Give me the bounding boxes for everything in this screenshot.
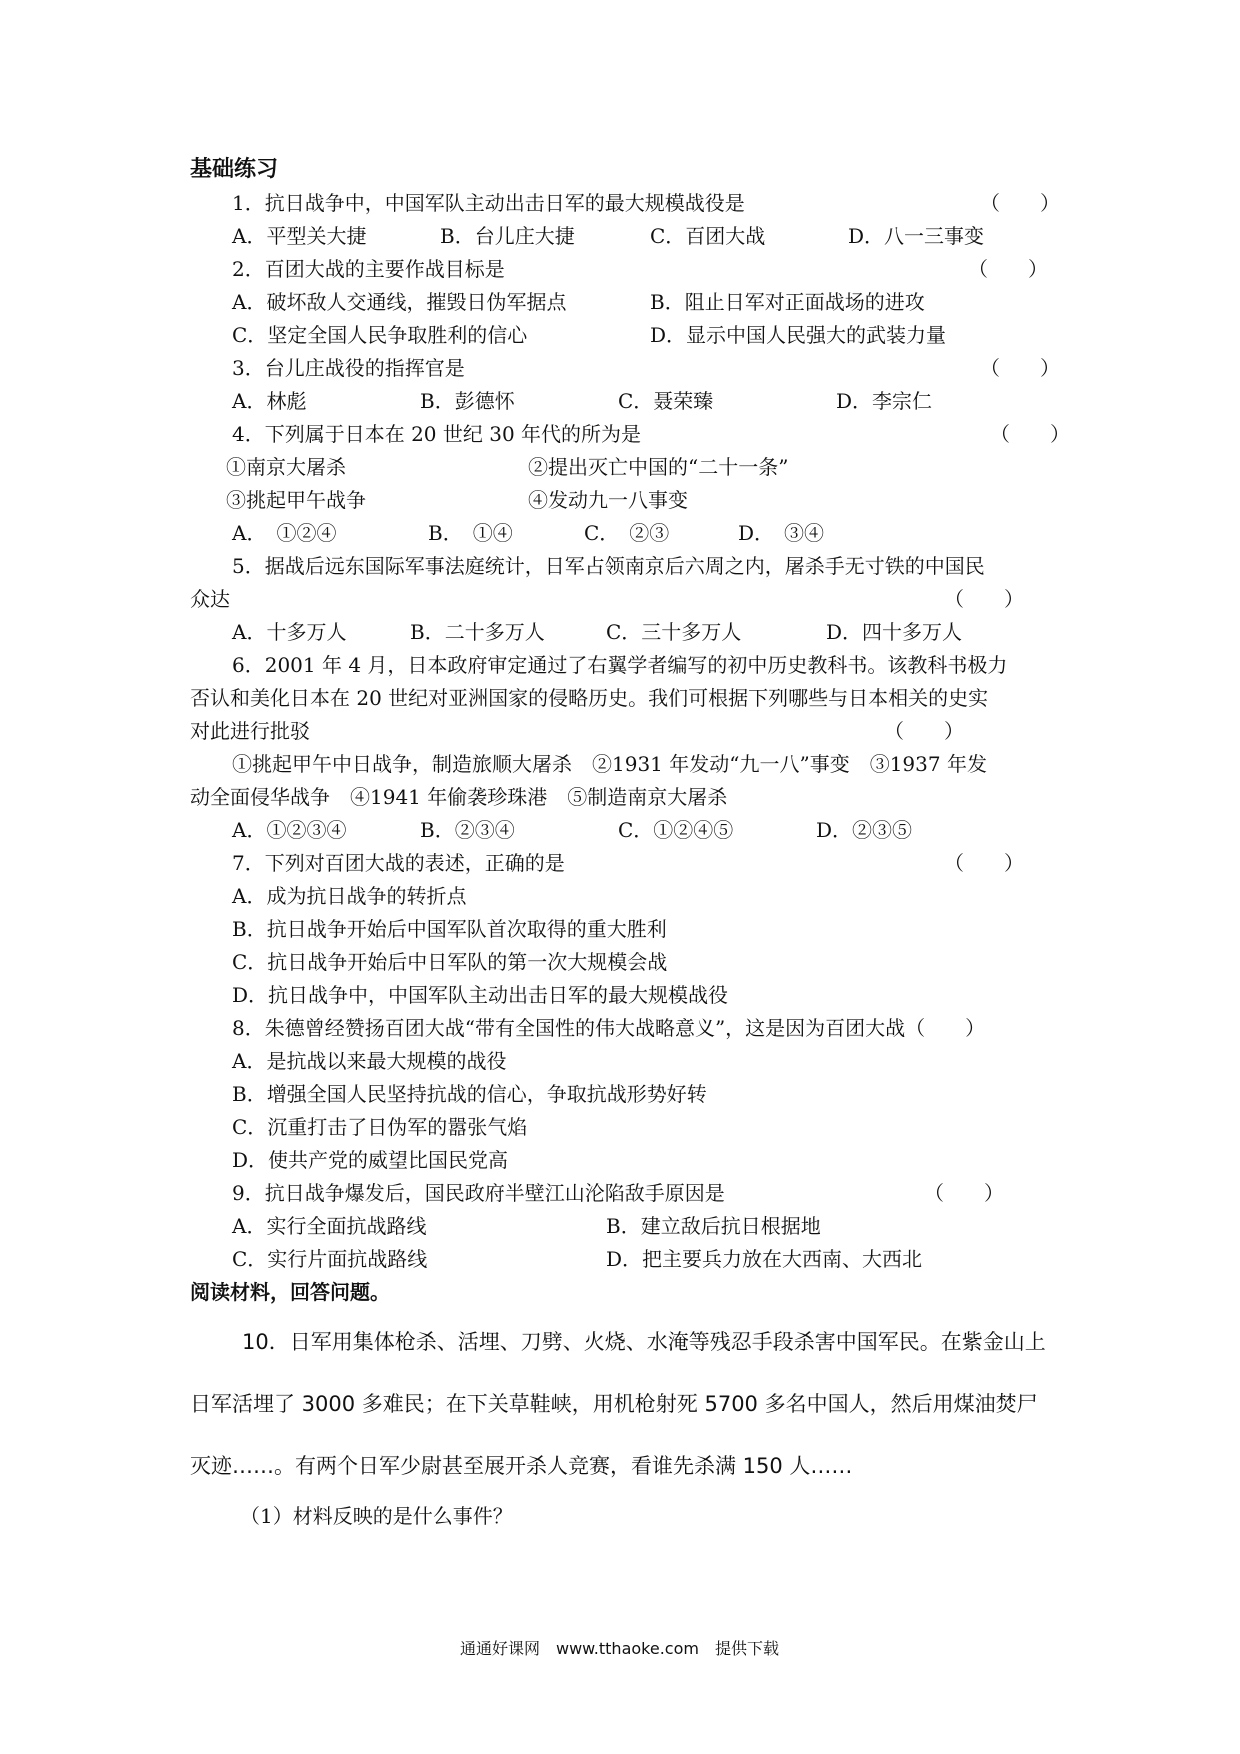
q4-option-c: C． ②③: [584, 521, 670, 545]
q6-answer-bracket: （ ）: [884, 719, 964, 743]
q7-answer-bracket: （ ）: [944, 851, 1024, 875]
q10-material-line-3: 灭迹……。有两个日军少尉甚至展开杀人竞赛，看谁先杀满 150 人……: [190, 1454, 853, 1478]
q5-stem-line-2: 众达: [190, 587, 230, 611]
q9-option-d: D．把主要兵力放在大西南、大西北: [606, 1247, 923, 1271]
q6-option-b: B．②③④: [420, 818, 515, 842]
q1-option-a: A．平型关大捷: [232, 224, 367, 248]
q3-option-a: A．林彪: [232, 389, 307, 413]
q8-option-a: A．是抗战以来最大规模的战役: [232, 1049, 507, 1073]
q6-stem-line-1: 6．2001 年 4 月，日本政府审定通过了右翼学者编写的初中历史教科书。该教科书极力: [232, 653, 1008, 677]
q4-item-2: ②提出灭亡中国的“二十一条”: [528, 455, 789, 479]
q4-option-d: D． ③④: [738, 521, 825, 545]
page-footer: 通通好课网 www.tthaoke.com 提供下载: [460, 1639, 779, 1658]
q4-stem: 4．下列属于日本在 20 世纪 30 年代的所为是: [232, 422, 642, 446]
q8-option-b: B．增强全国人民坚持抗战的信心，争取抗战形势好转: [232, 1082, 707, 1106]
q3-option-d: D．李宗仁: [836, 389, 933, 413]
q9-option-a: A．实行全面抗战路线: [232, 1214, 427, 1238]
q1-option-d: D．八一三事变: [848, 224, 985, 248]
q5-option-b: B．二十多万人: [410, 620, 545, 644]
q3-stem: 3．台儿庄战役的指挥官是: [232, 356, 465, 380]
q1-stem: 1．抗日战争中，中国军队主动出击日军的最大规模战役是: [232, 191, 745, 215]
q3-option-c: C．聂荣臻: [618, 389, 714, 413]
q2-stem: 2．百团大战的主要作战目标是: [232, 257, 505, 281]
q4-option-a: A． ①②④: [232, 521, 337, 545]
q6-items-line-2: 动全面侵华战争 ④1941 年偷袭珍珠港 ⑤制造南京大屠杀: [190, 785, 728, 809]
q5-stem-line-1: 5．据战后远东国际军事法庭统计，日军占领南京后六周之内，屠杀手无寸铁的中国民: [232, 554, 985, 578]
q3-option-b: B．彭德怀: [420, 389, 515, 413]
q7-option-b: B．抗日战争开始后中国军队首次取得的重大胜利: [232, 917, 667, 941]
q6-option-d: D．②③⑤: [816, 818, 913, 842]
q10-material-line-2: 日军活埋了 3000 多难民；在下关草鞋峡，用机枪射死 5700 多名中国人，然后用煤油焚尸: [190, 1392, 1038, 1416]
q2-option-b: B．阻止日军对正面战场的进攻: [650, 290, 925, 314]
q3-answer-bracket: （ ）: [980, 356, 1060, 380]
section-title-reading-material: 阅读材料，回答问题。: [190, 1280, 390, 1304]
q7-option-a: A．成为抗日战争的转折点: [232, 884, 467, 908]
q4-item-4: ④发动九一八事变: [528, 488, 688, 512]
q5-option-c: C．三十多万人: [606, 620, 742, 644]
q9-option-c: C．实行片面抗战路线: [232, 1247, 428, 1271]
q6-stem-line-3: 对此进行批驳: [190, 719, 310, 743]
q6-option-c: C．①②④⑤: [618, 818, 734, 842]
q9-stem: 9．抗日战争爆发后，国民政府半壁江山沦陷敌手原因是: [232, 1181, 725, 1205]
q2-option-a: A．破坏敌人交通线，摧毁日伪军据点: [232, 290, 567, 314]
q4-option-b: B． ①④: [428, 521, 513, 545]
q5-option-d: D．四十多万人: [826, 620, 963, 644]
q8-option-d: D．使共产党的威望比国民党高: [232, 1148, 509, 1172]
q2-option-c: C．坚定全国人民争取胜利的信心: [232, 323, 528, 347]
q5-answer-bracket: （ ）: [944, 587, 1024, 611]
q10-subquestion-1: （1）材料反映的是什么事件？: [240, 1504, 513, 1528]
q4-item-1: ①南京大屠杀: [226, 455, 346, 479]
section-title-basic-practice: 基础练习: [190, 157, 279, 182]
q7-stem: 7．下列对百团大战的表述，正确的是: [232, 851, 565, 875]
q1-answer-bracket: （ ）: [980, 191, 1060, 215]
q6-option-a: A．①②③④: [232, 818, 347, 842]
q7-option-d: D．抗日战争中，中国军队主动出击日军的最大规模战役: [232, 983, 729, 1007]
q9-option-b: B．建立敌后抗日根据地: [606, 1214, 821, 1238]
q2-answer-bracket: （ ）: [968, 257, 1048, 281]
q8-option-c: C．沉重打击了日伪军的嚣张气焰: [232, 1115, 528, 1139]
q6-stem-line-2: 否认和美化日本在 20 世纪对亚洲国家的侵略历史。我们可根据下列哪些与日本相关的史实: [190, 686, 989, 710]
q10-material-line-1: 10．日军用集体枪杀、活埋、刀劈、火烧、水淹等残忍手段杀害中国军民。在紫金山上: [242, 1330, 1046, 1354]
q2-option-d: D．显示中国人民强大的武装力量: [650, 323, 947, 347]
q1-option-b: B．台儿庄大捷: [440, 224, 575, 248]
q8-stem: 8．朱德曾经赞扬百团大战“带有全国性的伟大战略意义”，这是因为百团大战（ ）: [232, 1016, 986, 1040]
q6-items-line-1: ①挑起甲午中日战争，制造旅顺大屠杀 ②1931 年发动“九一八”事变 ③1937 年发: [232, 752, 987, 776]
q4-item-3: ③挑起甲午战争: [226, 488, 366, 512]
q5-option-a: A．十多万人: [232, 620, 347, 644]
q4-answer-bracket: （ ）: [990, 422, 1070, 446]
q7-option-c: C．抗日战争开始后中日军队的第一次大规模会战: [232, 950, 668, 974]
q9-answer-bracket: （ ）: [924, 1181, 1004, 1205]
q1-option-c: C．百团大战: [650, 224, 766, 248]
